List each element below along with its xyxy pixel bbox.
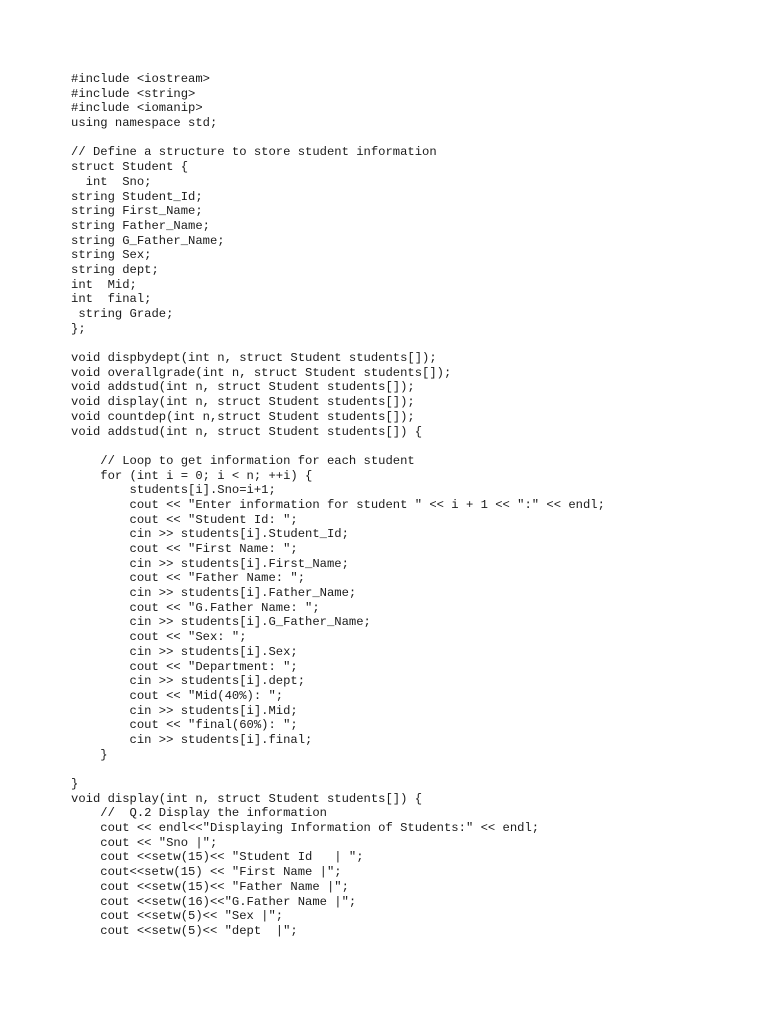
code-line: cin >> students[i].dept; [71, 674, 306, 689]
code-line: string Student_Id; [71, 189, 203, 204]
code-line: string Father_Name; [71, 218, 210, 233]
code-line: cin >> students[i].final; [71, 732, 313, 747]
code-line: cout <<setw(5)<< "Sex |"; [71, 909, 284, 924]
code-line: cin >> students[i].First_Name; [71, 556, 349, 571]
code-line: cin >> students[i].Student_Id; [71, 527, 349, 542]
code-line: cin >> students[i].G_Father_Name; [71, 615, 371, 630]
code-line: cout << "G.Father Name: "; [71, 600, 320, 615]
code-line: cout << "Department: "; [71, 659, 298, 674]
code-line: cout << "Father Name: "; [71, 571, 306, 586]
code-line: void addstud(int n, struct Student students[]) { [71, 424, 423, 439]
code-line: cout << "Sno |"; [71, 835, 218, 850]
code-line: cin >> students[i].Sex; [71, 644, 298, 659]
code-line: cout <<setw(15)<< "Father Name |"; [71, 879, 349, 894]
code-line: // Q.2 Display the information [71, 806, 327, 821]
code-line: cin >> students[i].Mid; [71, 703, 298, 718]
code-line: struct Student { [71, 160, 189, 175]
code-line: cout << endl<<"Displaying Information of Students:" << endl; [71, 821, 540, 836]
code-line: cout << "Student Id: "; [71, 512, 298, 527]
code-line: }; [71, 321, 86, 336]
code-line: cout <<setw(5)<< "dept |"; [71, 923, 298, 938]
code-line: } [71, 747, 108, 762]
code-line: #include <string> [71, 86, 196, 101]
blank-line [71, 336, 605, 351]
code-line: cout << "Mid(40%): "; [71, 688, 284, 703]
code-line: string G_Father_Name; [71, 233, 225, 248]
code-line: void countdep(int n,struct Student students[]); [71, 409, 415, 424]
code-line: int Sno; [71, 174, 152, 189]
blank-line [71, 439, 605, 454]
code-line: cout << "final(60%): "; [71, 718, 298, 733]
code-line: cout<<setw(15) << "First Name |"; [71, 865, 342, 880]
code-line: // Loop to get information for each student [71, 453, 415, 468]
code-line: for (int i = 0; i < n; ++i) { [71, 468, 313, 483]
code-line: students[i].Sno=i+1; [71, 483, 276, 498]
code-line: cout <<setw(16)<<"G.Father Name |"; [71, 894, 357, 909]
code-line: using namespace std; [71, 116, 218, 131]
code-line: cin >> students[i].Father_Name; [71, 586, 357, 601]
code-line: void overallgrade(int n, struct Student students[]); [71, 365, 452, 380]
code-line: cout << "First Name: "; [71, 542, 298, 556]
code-line: cout << "Sex: "; [71, 630, 247, 645]
blank-line [71, 131, 605, 146]
code-line: } [71, 777, 79, 791]
code-line: int Mid; [71, 277, 137, 292]
code-line: string Sex; [71, 248, 152, 263]
code-line: #include <iomanip> [71, 101, 203, 116]
code-line: void display(int n, struct Student students[]) { [71, 791, 423, 806]
code-line: cout <<setw(15)<< "Student Id | "; [71, 850, 364, 865]
code-line: void addstud(int n, struct Student students[]); [71, 380, 415, 395]
blank-line [71, 762, 605, 777]
code-line: // Define a structure to store student information [71, 145, 437, 160]
code-line: string dept; [71, 262, 159, 277]
code-line: string First_Name; [71, 204, 203, 219]
code-line: void display(int n, struct Student students[]); [71, 395, 415, 410]
code-line: string Grade; [71, 307, 174, 321]
code-line: void dispbydept(int n, struct Student students[]); [71, 351, 437, 366]
code-line: #include <iostream> [71, 72, 210, 86]
source-code-listing [71, 72, 605, 939]
code-line: int final; [71, 292, 152, 307]
code-line: cout << "Enter information for student " << i + 1 << ":" << endl; [71, 497, 605, 512]
